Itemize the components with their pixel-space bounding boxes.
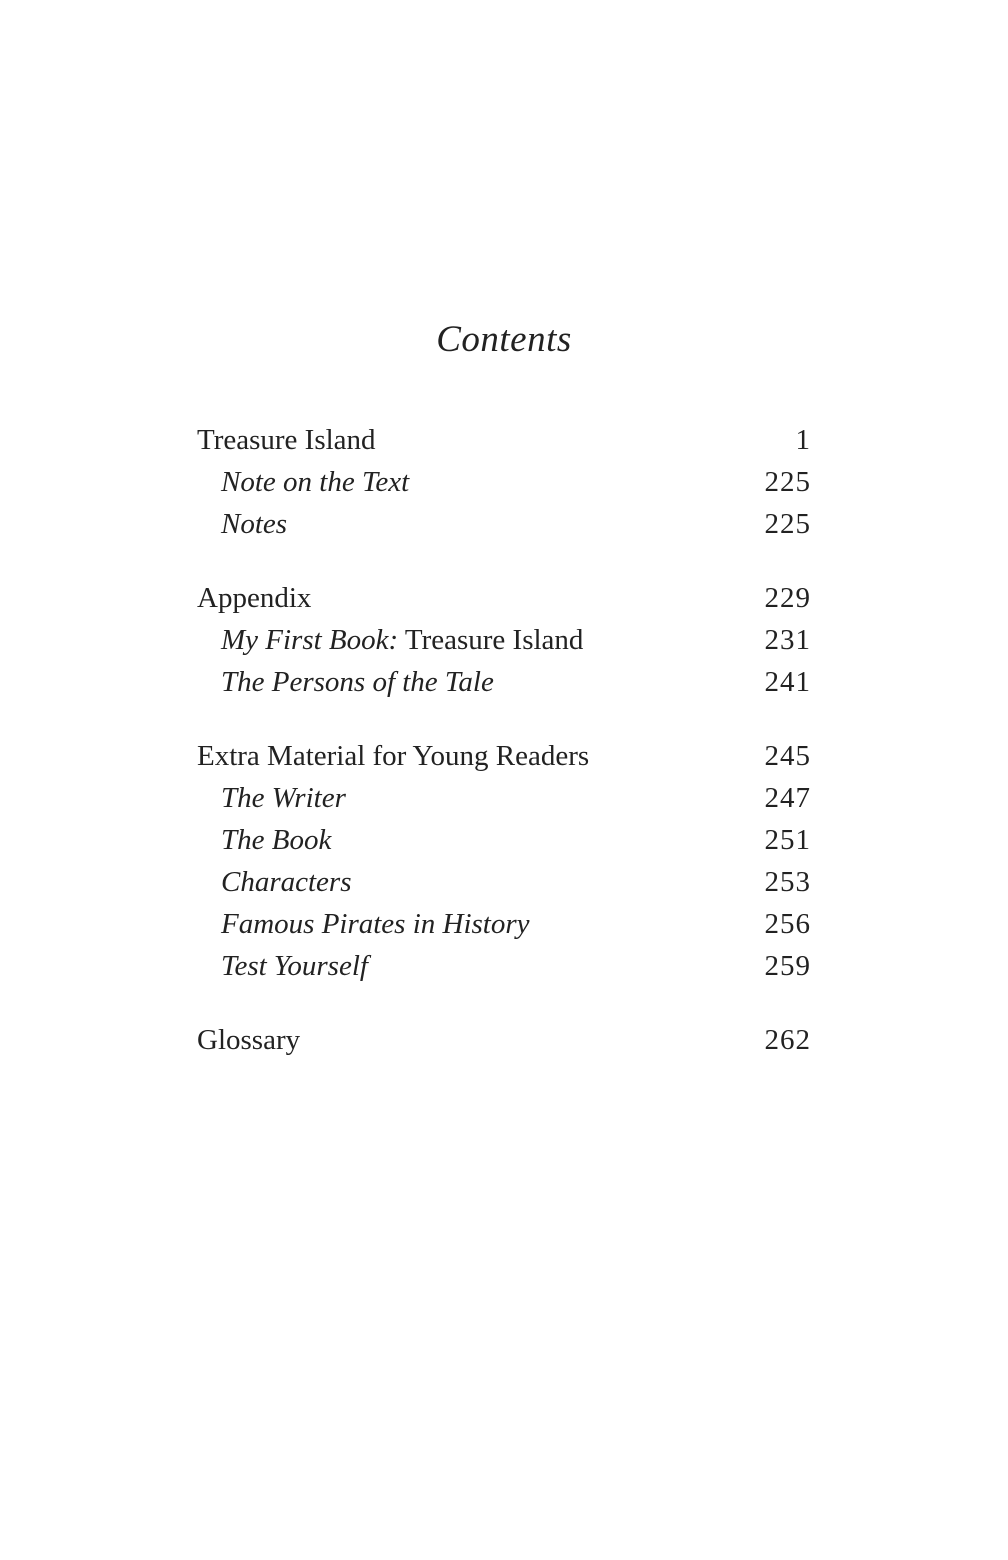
section-gap: [197, 545, 811, 577]
toc-page-number: 245: [764, 740, 811, 772]
page-title: Contents: [436, 319, 572, 360]
toc-entry-label: [197, 503, 287, 545]
toc-entry-test-yourself[interactable]: [197, 945, 811, 987]
toc-page-number: 241: [764, 666, 811, 698]
toc-entry-italic: The Writer: [221, 782, 346, 814]
toc-page-number: 262: [764, 1024, 811, 1056]
toc-entry-my-first-book[interactable]: [197, 619, 811, 661]
toc-entry-notes[interactable]: [197, 503, 811, 545]
toc-page-number: 231: [764, 624, 811, 656]
toc-entry-italic: My First Book:: [221, 624, 399, 656]
toc-entry-label: [197, 619, 583, 661]
toc-entry-italic: Characters: [221, 866, 352, 898]
toc-entry-famous-pirates[interactable]: [197, 903, 811, 945]
toc-heading-label: Appendix: [197, 582, 312, 614]
toc-entry-the-book[interactable]: [197, 819, 811, 861]
toc-page-number: 251: [764, 824, 811, 856]
section-gap: [197, 987, 811, 1019]
toc-heading-label: Glossary: [197, 1024, 301, 1056]
toc-entry-note-on-the-text[interactable]: [197, 461, 811, 503]
toc-heading-appendix[interactable]: [197, 577, 811, 619]
toc-page-number: 229: [764, 582, 811, 614]
toc-page-number: 1: [795, 424, 811, 456]
toc-entry-italic: Notes: [221, 508, 288, 540]
toc-entry-italic: Note on the Text: [221, 466, 410, 498]
toc-entry-label: [197, 903, 530, 945]
toc-page-number: 225: [764, 466, 811, 498]
toc-entry-label: [197, 777, 346, 819]
toc-entry-label: [197, 819, 331, 861]
toc-entry-label: [197, 461, 409, 503]
toc-page-number: 256: [764, 908, 811, 940]
toc-page-number: 253: [764, 866, 811, 898]
toc-entry-italic: Famous Pirates in History: [221, 908, 530, 940]
toc-page-number: 247: [764, 782, 811, 814]
toc-entry-roman: Treasure Island: [398, 624, 584, 656]
toc-entry-label: [197, 661, 494, 703]
toc-entry-characters[interactable]: [197, 861, 811, 903]
toc-entry-italic: The Book: [221, 824, 332, 856]
toc-heading-label: Treasure Island: [197, 424, 376, 456]
section-gap: [197, 703, 811, 735]
toc-heading-glossary[interactable]: [197, 1019, 811, 1061]
toc-entry-italic: Test Yourself: [221, 950, 368, 982]
toc-entry-label: [197, 861, 352, 903]
toc-entry-the-writer[interactable]: [197, 777, 811, 819]
toc-heading-treasure-island[interactable]: [197, 419, 811, 461]
toc-page-number: 225: [764, 508, 811, 540]
toc-page-number: 259: [764, 950, 811, 982]
toc-entry-label: [197, 945, 368, 987]
toc-heading-extra-material[interactable]: [197, 735, 811, 777]
table-of-contents: [197, 419, 811, 1061]
toc-entry-italic: The Persons of the Tale: [221, 666, 494, 698]
toc-entry-persons-of-the-tale[interactable]: [197, 661, 811, 703]
toc-heading-label: Extra Material for Young Readers: [197, 740, 590, 772]
